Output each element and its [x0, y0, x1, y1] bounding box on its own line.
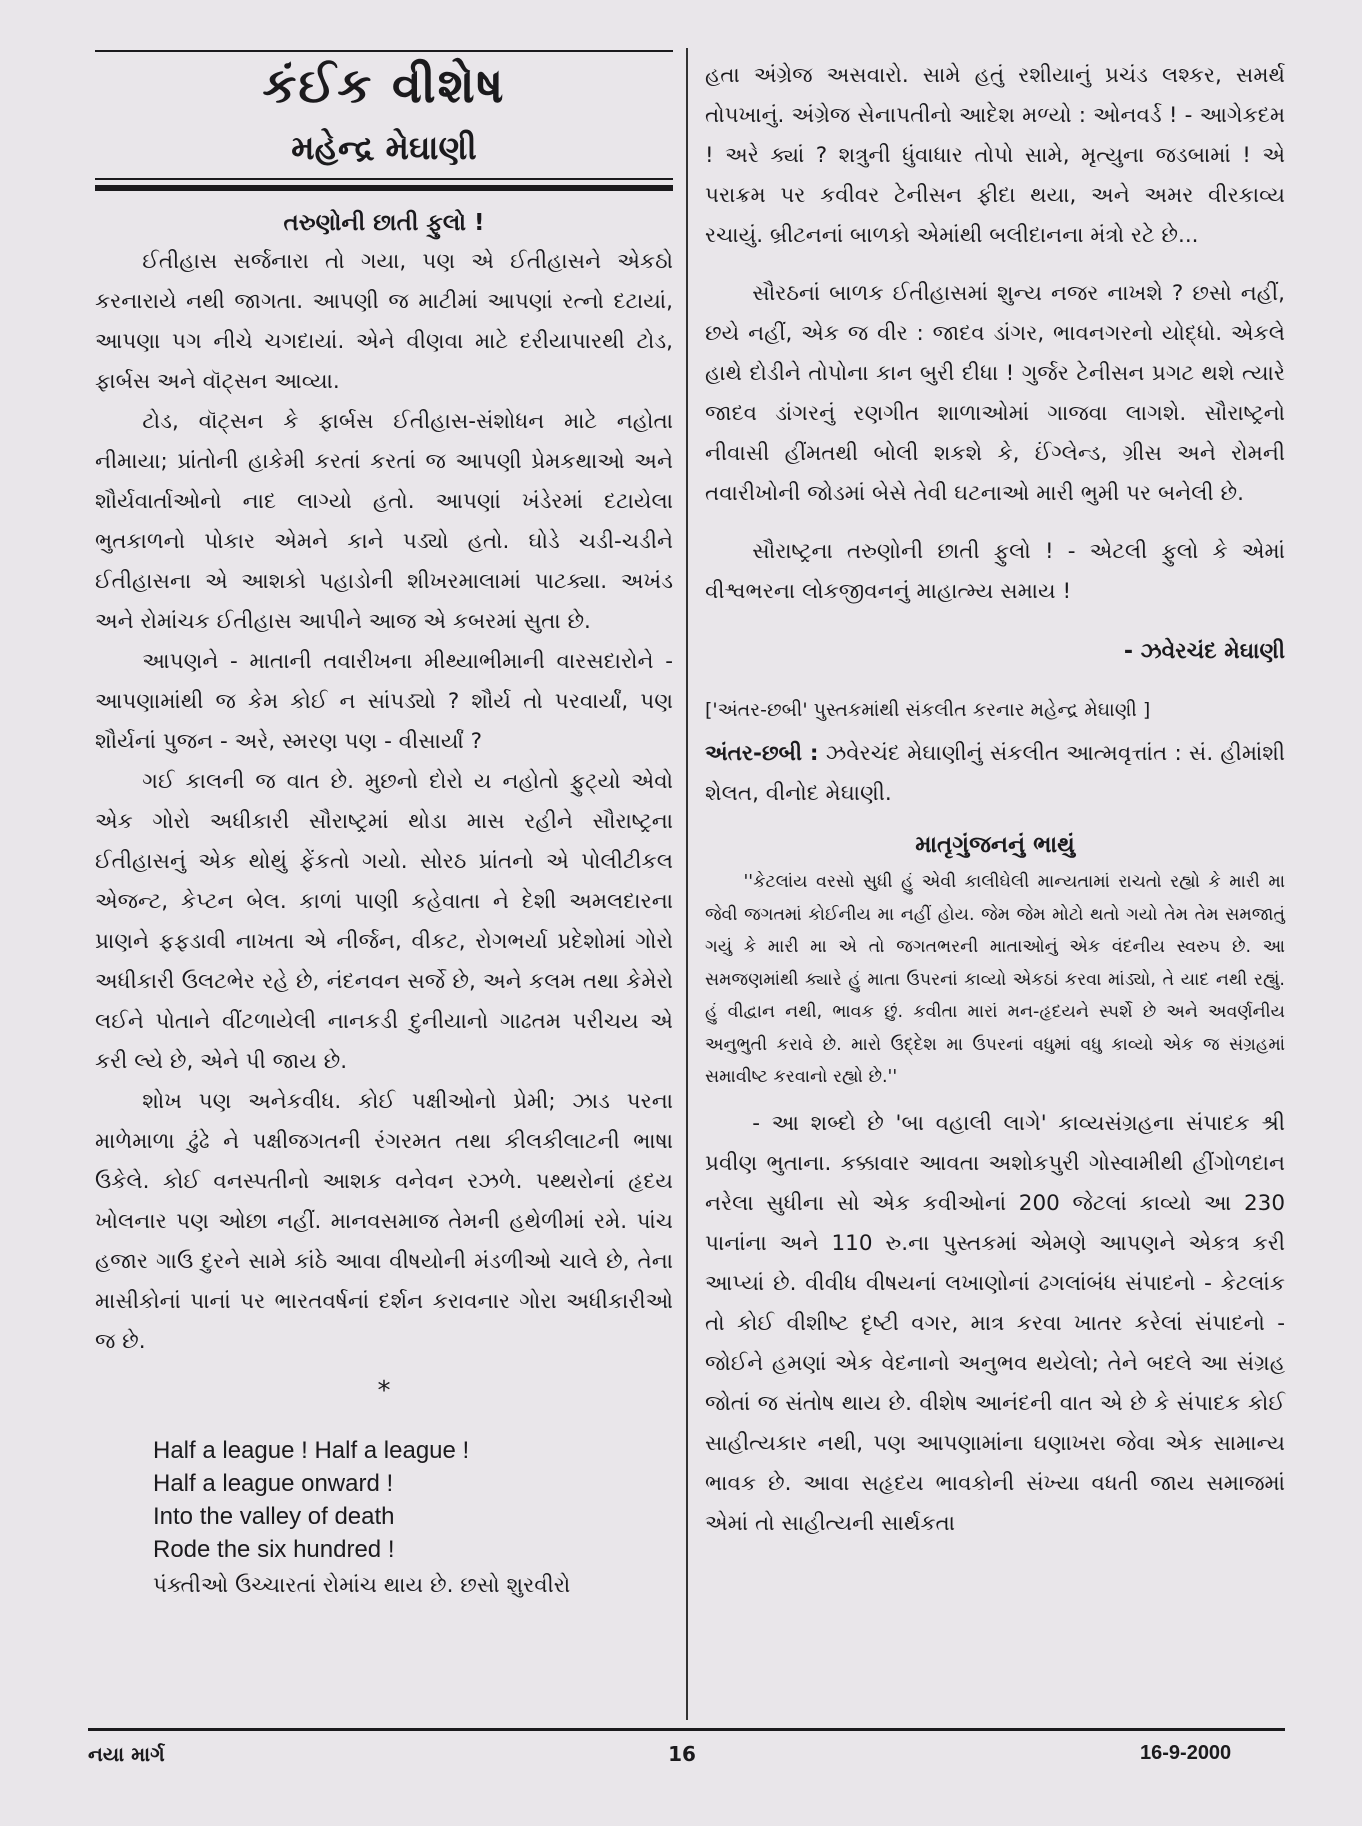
paragraph: - આ શબ્દો છે 'બા વહાલી લાગે' કાવ્યસંગ્રહના સંપાદક શ્રી પ્રવીણ ભુતાના. કક્કાવાર આવતા અશોકપુરી ગોસ્વામીથી હીંગોળદાન નરેલા સુધીના સો એક કવીઓનાં 200 જેટલાં કાવ્યો આ 230 પાનાંના અને 110 રુ.ના પુસ્તકમાં એમણે આપણને એકત્ર કરી આપ્યાં છે. વીવીધ વીષયનાં લખાણોનાં ઢગલાંબંધ સંપાદનો - કેટલાંક તો કોઈ વીશીષ્ટ દૃષ્ટી વગર, માત્ર કરવા ખાતર કરેલાં સંપાદનો - જોઈને હમણાં એક વેદનાનો અનુભવ થયેલો; તેને બદલે આ સંગ્રહ જોતાં જ સંતોષ થાય છે. વીશેષ આનંદની વાત એ છે કે સંપાદક કોઈ સાહીત્યકાર નથી, પણ આપણામાંના ઘણાખરા જેવા એક સામાન્ય ભાવક છે. આવા સહૃદય ભાવકોની સંખ્યા વધતી જાય સમાજમાં એમાં તો સાહીત્યની સાર્થકતા: [705, 1110, 1285, 1536]
paragraph: સૌરાષ્ટ્રના તરુણોની છાતી ફુલો ! - એટલી ફુલો કે એમાં વીશ્વભરના લોકજીવનનું માહાત્મ્ય સમાય !: [705, 539, 1285, 604]
book-info: [705, 734, 1285, 814]
masthead-bottom-rule-thick: [95, 185, 673, 191]
paragraph: આપણને - માતાની તવારીખના મીથ્યાભીમાની વારસદારોને - આપણામાંથી જ કેમ કોઈ ન સાંપડ્યો ? શૌર્ય તો પરવાર્યાં, પણ શૌર્યનાં પુજન - અરે, સ્મરણ પણ - વીસાર્યાં ?: [95, 649, 673, 754]
section-heading: તરુણોની છાતી ફુલો !: [283, 210, 485, 236]
column-separator: [686, 48, 688, 1720]
paragraph-continued: પંક્તીઓ ઉચ્ચારતાં રોમાંચ થાય છે. છસો શુરવીરો: [153, 1573, 571, 1598]
poem-line: Rode the six hundred !: [153, 1536, 395, 1563]
paragraph: શોખ પણ અનેકવીધ. કોઈ પક્ષીઓનો પ્રેમી; ઝાડ પરના માળેમાળા ઢુંઢે ને પક્ષીજગતની રંગરમત તથા કીલકીલાટની ભાષા ઉકેલે. કોઈ વનસ્પતીનો આશક વનેવન રઝળે. પથ્થરોનાં હૃદય ખોલનાર પણ ઓછા નહીં. માનવસમાજ તેમની હથેળીમાં રમે. પાંચ હજાર ગાઉ દુરને સામે કાંઠે આવા વીષયોની મંડળીઓ ચાલે છે, તેના માસીકોનાં પાનાં પર ભારતવર્ષનાં દર્શન કરાવનાર ગોરા અધીકારીઓ જ છે.: [95, 1089, 673, 1354]
source-note: ['અંતર-છબી' પુસ્તકમાંથી સંકલીત કરનાર મહેન્દ્ર મેઘાણી ]: [705, 699, 1151, 721]
column-author: મહેન્દ્ર મેઘાણી: [291, 128, 477, 167]
section-separator-asterisk: *: [377, 1376, 391, 1406]
paragraph: ગઈ કાલની જ વાત છે. મુછનો દોરો ય નહોતો ફુટ્યો એવો એક ગોરો અધીકારી સૌરાષ્ટ્રમાં થોડા માસ રહીને સૌરાષ્ટ્રના ઈતીહાસનું એક થોથું ફેંકતો ગયો. સોરઠ પ્રાંતનો એ પોલીટીકલ એજન્ટ, કેપ્ટન બેલ. કાળાં પાણી કહેવાતા ને દેશી અમલદારના પ્રાણને ફફડાવી નાખતા એ નીર્જન, વીકટ, રોગભર્યા પ્રદેશોમાં ગોરો અધીકારી ઉલટભેર રહે છે, નંદનવન સર્જે છે, અને કલમ તથા કેમેરો લઈને પોતાને વીંટળાયેલી નાનકડી દુનીયાનો ગાઢતમ પરીચય એ કરી લ્યે છે, એને પી જાય છે.: [95, 769, 673, 1074]
paragraph: ઈતીહાસ સર્જનારા તો ગયા, પણ એ ઈતીહાસને એકઠો કરનારાયે નથી જાગતા. આપણી જ માટીમાં આપણાં રત્નો દટાયાં, આપણા પગ નીચે ચગદાયાં. એને વીણવા માટે દરીયાપારથી ટોડ, ફાર્બસ અને વૉટ્સન આવ્યા.: [95, 249, 673, 394]
masthead-bottom-rule-thin: [95, 178, 673, 180]
footer-rule: [88, 1728, 1285, 1731]
masthead-top-rule: [95, 50, 673, 52]
section-heading: માતૃગુંજનનું ભાથું: [915, 832, 1075, 858]
poem-line: Into the valley of death: [153, 1503, 395, 1530]
right-column: [705, 56, 1285, 1544]
poem-quote: [153, 1434, 673, 1566]
issue-date: 16-9-2000: [1140, 1742, 1232, 1764]
book-label: અંતર-છબી :: [705, 741, 819, 766]
signature: - ઝવેરચંદ મેઘાણી: [1123, 639, 1285, 664]
quote-paragraph: ''કેટલાંય વરસો સુધી હું એવી કાલીઘેલી માન્યતામાં રાચતો રહ્યો કે મારી મા જેવી જગતમાં કોઈનીય મા નહીં હોય. જેમ જેમ મોટો થતો ગયો તેમ તેમ સમજાતું ગયું કે મારી મા એ તો જગતભરની માતાઓનું એક વંદનીય સ્વરુપ છે. આ સમજણમાંથી ક્યારે હું માતા ઉપરનાં કાવ્યો એકઠાં કરવા માંડ્યો, તે યાદ નથી રહ્યું. હું વીદ્વાન નથી, ભાવક છું. કવીતા મારાં મન-હૃદયને સ્પર્શે છે અને અવર્ણનીય અનુભુતી કરાવે છે. મારો ઉદ્દેશ મા ઉપરનાં વધુમાં વધુ કાવ્યો એક જ સંગ્રહમાં સમાવીષ્ટ કરવાનો રહ્યો છે.'': [705, 872, 1285, 1087]
book-details: ઝવેરચંદ મેઘાણીનું સંકલીત આત્મવૃત્તાંત : સં. હીમાંશી શેલત, વીનોદ મેઘાણી.: [705, 741, 1286, 806]
left-column: [95, 210, 673, 1606]
page-number: 16: [668, 1742, 696, 1766]
paragraph: હતા અંગ્રેજ અસવારો. સામે હતું રશીયાનું પ્રચંડ લશ્કર, સમર્થ તોપખાનું. અંગ્રેજ સેનાપતીનો આદેશ મળ્યો : ઓનવર્ડ ! - આગેકદમ ! અરે ક્યાં ? શત્રુની ધુંવાધાર તોપો સામે, મૃત્યુના જડબામાં ! એ પરાક્રમ પર કવીવર ટેનીસન ફીદા થયા, અને અમર વીરકાવ્ય રચાયું. બ્રીટનનાં બાળકો એમાંથી બલીદાનના મંત્રો રટે છે...: [705, 63, 1285, 248]
paragraph: ટોડ, વૉટ્સન કે ફાર્બસ ઈતીહાસ-સંશોધન માટે નહોતા નીમાયા; પ્રાંતોની હાકેમી કરતાં કરતાં જ આપણી પ્રેમકથાઓ અને શૌર્યવાર્તાઓનો નાદ લાગ્યો હતો. આપણાં ખંડેરમાં દટાયેલા ભુતકાળનો પોકાર એમને કાને પડ્યો હતો. ઘોડે ચડી-ચડીને ઈતીહાસના એ આશકો પહાડોની શીખરમાલામાં પાટક્યા. અખંડ અને રોમાંચક ઈતીહાસ આપીને આજ એ કબરમાં સુતા છે.: [95, 409, 673, 634]
column-title: કંઈક વીશેષ: [262, 58, 506, 114]
poem-line: Half a league onward !: [153, 1470, 394, 1497]
publication-name: નયા માર્ગ: [88, 1742, 165, 1766]
paragraph: સૌરઠનાં બાળક ઈતીહાસમાં શુન્ય નજર નાખશે ? છસો નહીં, છયે નહીં, એક જ વીર : જાદવ ડાંગર, ભાવનગરનો યોદ્ધો. એકલે હાથે દોડીને તોપોના કાન બુરી દીધા ! ગુર્જર ટેનીસન પ્રગટ થશે ત્યારે જાદવ ડાંગરનું રણગીત શાળાઓમાં ગાજવા લાગશે. સૌરાષ્ટ્રનો નીવાસી હીંમતથી બોલી શકશે કે, ઈંગ્લેન્ડ, ગ્રીસ અને રોમની તવારીખોની જોડમાં બેસે તેવી ઘટનાઓ મારી ભુમી પર બનેલી છે.: [705, 281, 1285, 506]
poem-line: Half a league ! Half a league !: [153, 1437, 470, 1464]
